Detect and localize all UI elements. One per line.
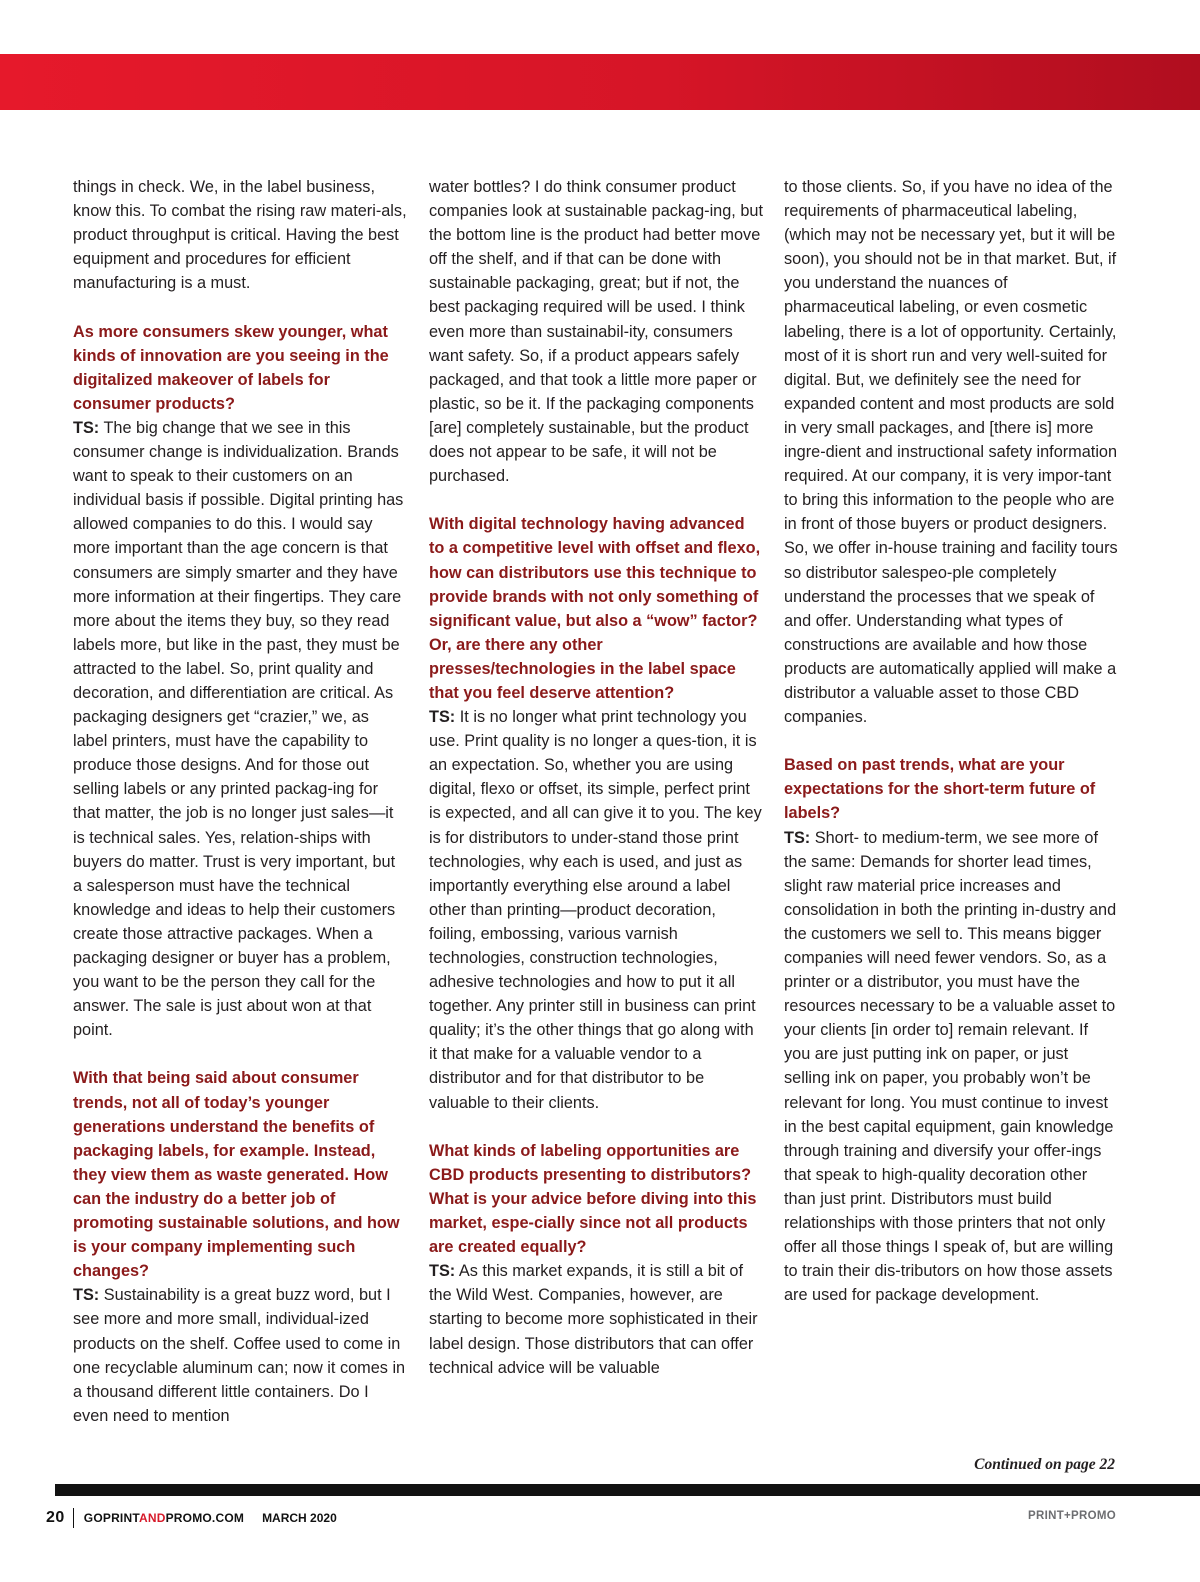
answer-paragraph — [429, 175, 763, 488]
footer-rule — [55, 1484, 1200, 1496]
answer-text: things in check. We, in the label business, know this. To combat the rising raw materi-als, product throughput is critical. Having the best equipment and procedures for efficient manufacturing is a must. — [73, 178, 407, 293]
answer-text: As this market expands, it is still a bit of the Wild West. Companies, however, are starting to become more sophisticated in their label design. Those distributors that can offer technical advice will be valuable — [429, 1262, 758, 1377]
website-link[interactable] — [84, 1511, 244, 1525]
paragraph-gap — [429, 1115, 763, 1139]
site-part-1: GOPRINT — [83, 1511, 139, 1525]
answer-paragraph — [429, 1259, 763, 1379]
speaker-label: TS: — [73, 418, 100, 437]
paragraph-gap — [429, 488, 763, 512]
interview-question: What kinds of labeling opportunities are CBD products presenting to distributors? What is your advice before diving into this market, espe-cially since not all products are created equally? — [429, 1141, 757, 1257]
answer-paragraph — [73, 416, 407, 1042]
answer-paragraph — [73, 175, 407, 295]
answer-paragraph — [784, 175, 1118, 729]
interview-question: Based on past trends, what are your expectations for the short-term future of labels? — [784, 756, 1096, 823]
publication-name: PRINT+PROMO — [1028, 1510, 1116, 1522]
paragraph-gap — [784, 729, 1118, 753]
footer-divider — [73, 1508, 74, 1528]
issue-date: MARCH 2020 — [262, 1511, 337, 1525]
answer-text: Sustainability is a great buzz word, but I see more and more small, individual-ized products on the shelf. Coffee used to come in one recyclable aluminum can; now it comes in a thousand different little containers. Do I even need to mention — [73, 1286, 406, 1425]
paragraph-gap — [73, 1042, 407, 1066]
speaker-label: TS: — [784, 828, 811, 847]
answer-text: The big change that we see in this consumer change is individualization. Brands want to speak to their customers on an individual basis if possible. Digital printing has allowed companies to do this. I would say more important than the age concern is that consumers are simply smarter and they have more information at their fingertips. They care more about the items they buy, so they read labels more, but like in the past, they must be attracted to the label. So, print quality and decoration, and differentiation are critical. As packaging designers get “crazier,” we, as label printers, must have the capability to produce those designs. And for those out selling labels or any printed packag-ing for that matter, the job is no longer just sales—it is technical sales. Yes, relation-ships with buyers do matter. Trust is very important, but a salesperson must have the technical knowledge and ideas to help their customers create those attractive packages. When a packaging designer or buyer has a problem, you want to be the person they call for the answer. The sale is just about won at that point. — [73, 418, 404, 1040]
paragraph-gap — [73, 295, 407, 319]
speaker-label: TS: — [429, 708, 456, 727]
site-part-and: AND — [138, 1511, 166, 1525]
continued-note: Continued on page 22 — [974, 1456, 1115, 1473]
answer-text: to those clients. So, if you have no idea of the requirements of pharmaceutical labeling, (which may not be necessary yet, but it will be soon), you should not be in that market. But, if you understand the nuances of pharmaceutical labeling, or even cosmetic labeling, there is a lot of opportunity. Certainly, most of it is short run and very well-suited for digital. But, we definitely see the need for expanded content and most products are sold in very small packages, and [there is] more ingre-dient and instructional safety information required. At our company, it is very impor-tant to bring this information to the people who are in front of those buyers or product designers. So, we offer in-house training and facility tours so distributor salespeo-ple completely understand the processes that we speak of and offer. Understanding what types of constructions are available and how those products are automatically applied will make a distributor a valuable asset to those CBD companies. — [784, 178, 1118, 727]
answer-text: Short- to medium-term, we see more of the same: Demands for shorter lead times, slight raw material price increases and consolidation in both the printing in-dustry and the customers we sell to. This means bigger companies will need fewer vendors. So, as a printer or a distributor, you must have the resources necessary to be a valuable asset to your clients [in order to] remain relevant. If you are just putting ink on paper, or just selling ink on paper, you probably won’t be relevant for long. You must continue to invest in the best capital equipment, gain knowledge through training and diversify your offer-ings that speak to high-quality decoration other than just print. Distributors must build relationships with those printers that not only offer all those things I speak of, but are willing to train their dis-tributors on how those assets are used for package development. — [784, 828, 1117, 1305]
speaker-label: TS: — [73, 1286, 100, 1305]
page-footer — [46, 1508, 337, 1528]
article-column-3 — [784, 175, 1118, 1307]
answer-text: It is no longer what print technology you use. Print quality is no longer a ques-tion, it is an expectation. So, whether you are using digital, flexo or offset, its simple, perfect print is expected, and all can give it to you. The key is for distributors to under-stand those print technologies, why each is used, and just as importantly everything else around a label other than printing—product decoration, foiling, embossing, various varnish technologies, construction technologies, adhesive technologies and how to put it all together. Any printer still in business can print quality; it’s the other things that go along with it that make for a valuable vendor to a distributor and for that distributor to be valuable to their clients. — [429, 708, 762, 1112]
answer-paragraph — [784, 826, 1118, 1308]
interview-question: With that being said about consumer trends, not all of today’s younger generations understand the benefits of packaging labels, for example. Instead, they view them as waste generated. How can the industry do a better job of promoting sustainable solutions, and how is your company implementing such changes? — [73, 1069, 400, 1281]
article-column-2 — [429, 175, 763, 1380]
interview-question: With digital technology having advanced to a competitive level with offset and flexo, how can distributors use this technique to provide brands with not only something of significant value, but also a “wow” factor? Or, are there any other presses/technologies in the label space that you feel deserve attention? — [429, 515, 761, 702]
page-number: 20 — [46, 1509, 65, 1526]
interview-question: As more consumers skew younger, what kinds of innovation are you seeing in the digitalized makeover of labels for consumer products? — [73, 322, 389, 413]
answer-paragraph — [73, 1283, 407, 1428]
answer-text: water bottles? I do think consumer product companies look at sustainable packag-ing, but the bottom line is the product had better move off the shelf, and if that can be done with sustainable packaging, great; but if not, the best packaging required will be used. I think even more than sustainabil-ity, consumers want safety. So, if a product appears safely packaged, and that took a little more paper or plastic, so be it. If the packaging components [are] completely sustainable, but the product does not appear to be safe, it will not be purchased. — [429, 178, 763, 486]
article-column-1 — [73, 175, 407, 1428]
header-banner — [0, 54, 1200, 110]
site-part-2: PROMO.COM — [165, 1511, 245, 1525]
answer-paragraph — [429, 705, 763, 1115]
speaker-label: TS: — [429, 1262, 456, 1281]
